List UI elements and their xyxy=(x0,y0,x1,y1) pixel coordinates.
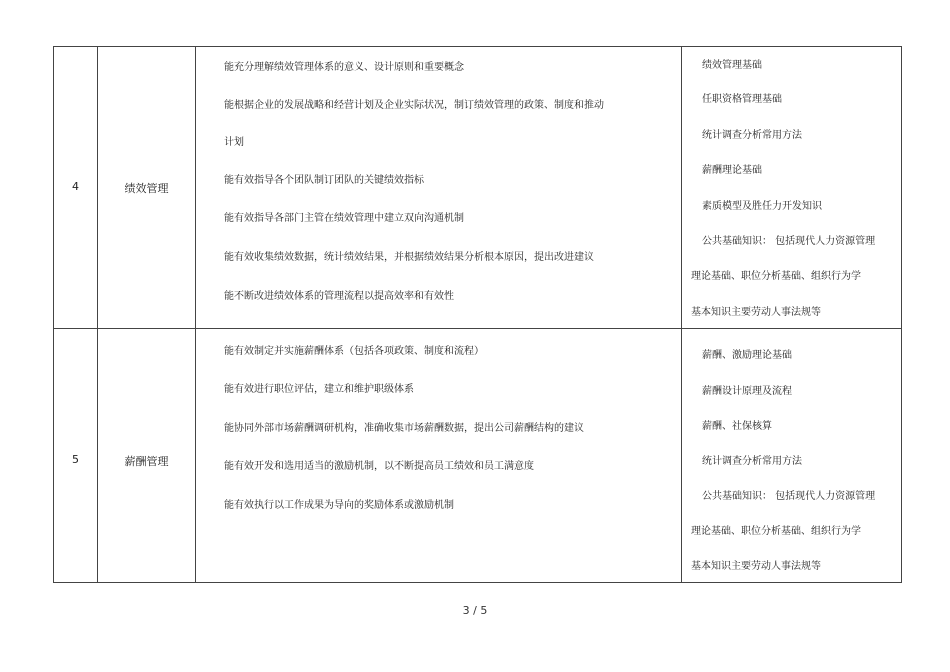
column-divider xyxy=(195,329,196,582)
row-number: 5 xyxy=(72,453,79,466)
knowledge-line: 公共基础知识： 包括现代人力资源管理 xyxy=(702,491,876,502)
column-divider xyxy=(681,329,682,582)
requirement-line: 能有效执行以工作成果为导向的奖励体系或激励机制 xyxy=(224,500,454,511)
knowledge-line: 基本知识主要劳动人事法规等 xyxy=(691,307,821,318)
requirement-line: 能有效指导各部门主管在绩效管理中建立双向沟通机制 xyxy=(224,213,464,224)
column-divider xyxy=(681,47,682,328)
knowledge-line: 公共基础知识： 包括现代人力资源管理 xyxy=(702,236,876,247)
knowledge-line: 任职资格管理基础 xyxy=(702,94,782,105)
knowledge-line: 薪酬、激励理论基础 xyxy=(702,350,792,361)
knowledge-line: 理论基础、职位分析基础、组织行为学 xyxy=(691,271,861,282)
requirement-line: 能有效开发和选用适当的激励机制，以不断提高员工绩效和员工满意度 xyxy=(224,461,534,472)
requirement-line: 计划 xyxy=(224,137,244,148)
module-name: 绩效管理 xyxy=(124,182,169,195)
knowledge-line: 素质模型及胜任力开发知识 xyxy=(702,201,822,212)
requirement-line: 能有效收集绩效数据，统计绩效结果，并根据绩效结果分析根本原因，提出改进建议 xyxy=(224,252,594,263)
knowledge-line: 薪酬理论基础 xyxy=(702,165,762,176)
requirement-line: 能协同外部市场薪酬调研机构，准确收集市场薪酬数据，提出公司薪酬结构的建议 xyxy=(224,423,584,434)
requirement-line: 能不断改进绩效体系的管理流程以提高效率和有效性 xyxy=(224,291,454,302)
knowledge-line: 薪酬设计原理及流程 xyxy=(702,386,792,397)
requirement-line: 能有效进行职位评估，建立和维护职级体系 xyxy=(224,384,414,395)
table-row xyxy=(54,329,901,582)
knowledge-line: 统计调查分析常用方法 xyxy=(702,130,802,141)
requirement-line: 能有效制定并实施薪酬体系（包括各项政策、制度和流程） xyxy=(224,346,484,357)
requirement-line: 能根据企业的发展战略和经营计划及企业实际状况，制订绩效管理的政策、制度和推动 xyxy=(224,100,604,111)
page-indicator: 3 / 5 xyxy=(462,604,488,617)
knowledge-line: 理论基础、职位分析基础、组织行为学 xyxy=(691,526,861,537)
table-row xyxy=(54,47,901,329)
column-divider xyxy=(195,47,196,328)
knowledge-line: 基本知识主要劳动人事法规等 xyxy=(691,561,821,572)
module-name: 薪酬管理 xyxy=(124,455,169,468)
competency-table xyxy=(53,46,902,583)
requirement-line: 能有效指导各个团队制订团队的关键绩效指标 xyxy=(224,175,424,186)
knowledge-line: 薪酬、社保核算 xyxy=(702,421,772,432)
knowledge-line: 统计调查分析常用方法 xyxy=(702,456,802,467)
knowledge-line: 绩效管理基础 xyxy=(702,60,762,71)
requirement-line: 能充分理解绩效管理体系的意义、设计原则和重要概念 xyxy=(224,62,464,73)
row-number: 4 xyxy=(72,180,79,193)
